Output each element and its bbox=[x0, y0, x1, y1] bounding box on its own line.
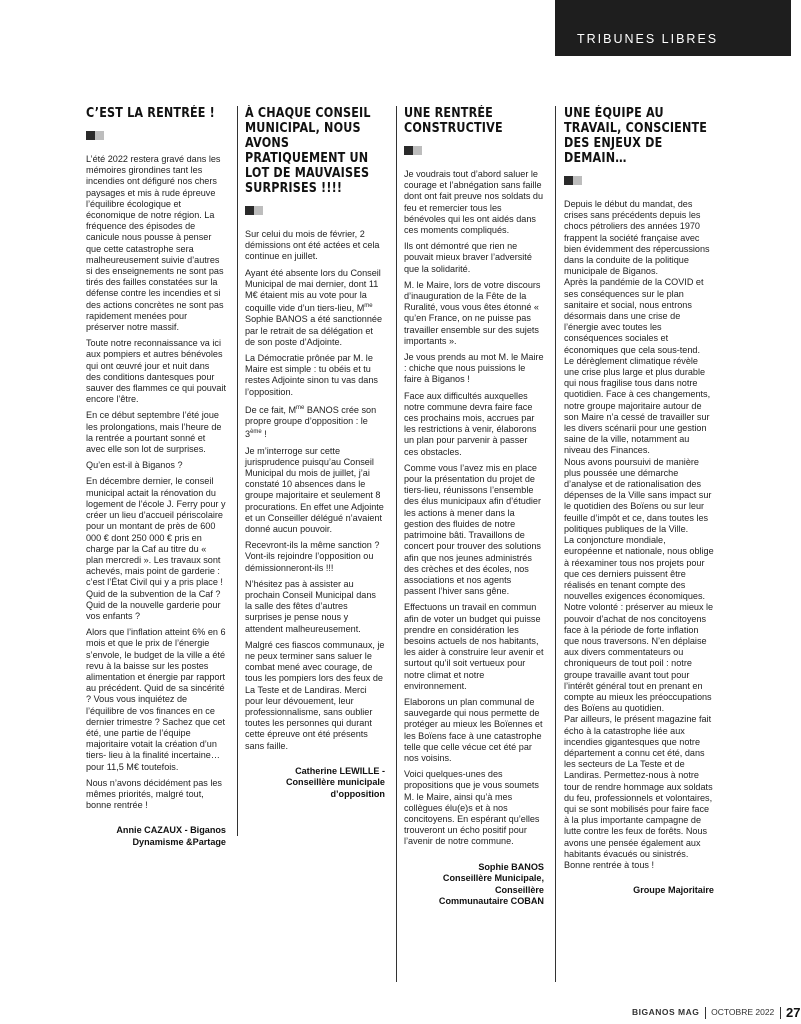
paragraph: Le dérèglement climatique révèle une crise plus large et plus durable qui nous fragilise tous dans notre quotidien. Face à ces changements, notre groupe majoritaire autour de son Maire n’a cessé de travailler sur les divers scénarii pour une gestion saine de la ville, notamment au niveau des Finances. bbox=[564, 355, 711, 456]
paragraph: La conjoncture mondiale, européenne et nationale, nous oblige à réexaminer tous nos projets pour que ces derniers puissent être réalisés en tenant compte des nouvelles exigences économiques. bbox=[564, 535, 714, 602]
paragraph: En ce début septembre l’été joue les prolongations, mais l’heure de la rentrée a pourtant sonné et avec elle son lot de surprises. bbox=[86, 410, 222, 455]
paragraph: Toute notre reconnaissance va ici aux pompiers et autres bénévoles qui ont œuvré jour et nuit dans des conditions dantesques pour sauver des flammes ce qui pouvait encore l’être. bbox=[86, 338, 227, 405]
paragraph: De ce fait, $M^{me}$ BANOS crée son propre groupe d’opposition : le 3ème ! bbox=[245, 404, 377, 440]
tribune-lewille bbox=[245, 106, 385, 800]
article-title: C’EST LA RENTRÉE ! bbox=[86, 106, 215, 121]
signature-line: d’opposition bbox=[330, 788, 385, 799]
article-body bbox=[245, 229, 385, 752]
paragraph: Elaborons un plan communal de sauvegarde qui nous permette de protéger au mieux les Boïennes et les Boïens face à une catastrophe telle que celle vécue cet été par nos voisins. bbox=[404, 696, 543, 763]
tribune-majorite bbox=[564, 106, 714, 897]
paragraph: Bonne rentrée à tous ! bbox=[564, 859, 654, 870]
paragraph: Effectuons un travail en commun afin de voter un budget qui puisse prendre en considération les besoins actuels de nos habitants, les aider à construire leur avenir et surtout qu’il soit vertueux pour notre climat et notre environnement. bbox=[404, 602, 544, 691]
paragraph: Par ailleurs, le présent magazine fait écho à la catastrophe liée aux incendies gigantesques que notre département a connu cet été, dans les secteurs de La Teste et de Landiras. Permettez-nous à notre tour de rendre hommage aux soldats du feu, professionnels et volontaires, qui se sont mobilisés pour faire face à la plus importante campagne de lutte contre les feux de forêts. Nous avons une pensée également aux habitants évacués ou sinistrés. bbox=[564, 714, 713, 859]
issue-date: OCTOBRE 2022 bbox=[711, 1006, 775, 1017]
article-title: À CHAQUE CONSEIL MUNICIPAL, NOUS AVONS PRATIQUEMENT UN LOT DE MAUVAISES SURPRISES !!!! bbox=[245, 106, 371, 196]
paragraph: La Démocratie prônée par M. le Maire est simple : tu obéis et tu restes Adjointe sinon tu vas dans l’opposition. bbox=[245, 353, 378, 397]
article-title: UNE ÉQUIPE AU TRAVAIL, CONSCIENTE DES ENJEUX DE DEMAIN… bbox=[564, 106, 708, 166]
signature bbox=[564, 885, 714, 897]
column-divider bbox=[237, 106, 238, 836]
signature-line: Conseillère bbox=[494, 884, 544, 895]
footer-divider bbox=[705, 1007, 706, 1019]
title-marker bbox=[404, 146, 544, 155]
article-body bbox=[404, 169, 544, 848]
article-title: UNE RENTRÉE CONSTRUCTIVE bbox=[404, 106, 503, 136]
title-marker bbox=[86, 131, 226, 140]
signature-line: Dynamisme &Partage bbox=[132, 836, 226, 847]
paragraph: Ayant été absente lors du Conseil Municipal de mai dernier, dont 11 M€ étaient mis au vote pour la coquille vide d’un tiers-lieu, $M^{me}$ Sophie BANOS a été sanctionnée par le retrait de sa délégation et de son poste d’Adjointe. bbox=[245, 267, 383, 347]
paragraph: Alors que l’inflation atteint 6% en 6 mois et que le prix de l’énergie s’envole, le budget de la ville a été revu à la baisse sur les postes alimentation et énergie par rapport au précédent. Quid de sa sincérité ? Vous vous inquiétez de l’équilibre de vos finances en ce dernier trimestre ? Sachez que cet été, une partie de l’équipe majoritaire votait la création d’un tiers- lieu à la finalité incertaine… pour 11,5 M€ toutefois. bbox=[86, 627, 226, 772]
signature-line: Conseillère Municipale, bbox=[442, 873, 544, 884]
paragraph: Ils ont démontré que rien ne pouvait mieux braver l’adversité que la solidarité. bbox=[404, 241, 532, 274]
paragraph: Depuis le début du mandat, des crises sans précédents depuis les chocs pétroliers des années 1970 frappent la société française avec bien évidemment des répercussions dans la conduite de la politique municipale de Biganos. bbox=[564, 199, 710, 277]
signature-line: Conseillère municipale bbox=[285, 777, 385, 788]
signature-line: Groupe Majoritaire bbox=[633, 885, 714, 896]
paragraph: Malgré ces fiascos communaux, je ne peux terminer sans saluer le combat mené avec courage, de tous les pompiers lors des feux de La Teste et de Landiras. Merci pour leur dévouement, leur professionnalisme, sans oublier toutes les personnes qui durant cette épreuve ont été présents sans faille. bbox=[245, 639, 385, 751]
magazine-name: BIGANOS MAG bbox=[632, 1006, 700, 1017]
signature bbox=[86, 825, 226, 848]
section-title: TRIBUNES LIBRES bbox=[577, 32, 719, 46]
page-footer bbox=[632, 1005, 801, 1020]
title-marker bbox=[245, 206, 385, 215]
tribune-cazaux bbox=[86, 106, 226, 848]
signature bbox=[404, 862, 544, 908]
signature-line: Communautaire COBAN bbox=[438, 896, 544, 907]
paragraph: Nous n’avons décidément pas les mêmes priorités, malgré tout, bonne rentrée ! bbox=[86, 777, 222, 811]
paragraph: Je vous prends au mot M. le Maire : chiche que nous puissions le faire à Biganos ! bbox=[404, 352, 544, 385]
column-divider bbox=[555, 106, 556, 982]
signature bbox=[245, 766, 385, 801]
paragraph: Face aux difficultés auxquelles notre commune devra faire face ces prochains mois, accrues par les restrictions à venir, élaborons un plan pour parvenir à passer ces obstacles. bbox=[404, 390, 537, 457]
paragraph: N’hésitez pas à assister au prochain Conseil Municipal dans la salle des fêtes d’autres surprises je pense nous y attendent malheureusement. bbox=[245, 578, 376, 634]
page-number: 27 bbox=[786, 1005, 801, 1020]
paragraph: M. le Maire, lors de votre discours d’inauguration de la Fête de la Ruralité, vous vous êtes étonné « qu’en France, on ne puisse pas travailler ensemble sur des sujets importants ». bbox=[404, 279, 541, 346]
paragraph: Comme vous l’avez mis en place pour la présentation du projet de tiers-lieu, réunissons l’ensemble des élus municipaux afin d’étudier les actions à mener dans la gestion des fluides de notre patrimoine bâti. Travaillons de concert pour trouver des solutions afin que nos jeunes administrés des crèches et des écoles, nos associations et nos agents passent l’hiver sans gêne. bbox=[404, 462, 541, 597]
article-body bbox=[86, 154, 226, 811]
paragraph: Sur celui du mois de février, 2 démissions ont été actées et cela continue en juillet. bbox=[245, 229, 380, 262]
paragraph: Nous avons poursuivi de manière plus poussée une démarche d’analyse et de rationalisation des dépenses de la Ville sans impact sur le quotidien des Boïens ou sur leur feuille d’impôt et ce, dans toutes les politiques publiques de la Ville. bbox=[564, 456, 712, 534]
title-marker bbox=[564, 176, 714, 185]
column-divider bbox=[396, 106, 397, 982]
paragraph: En décembre dernier, le conseil municipal actait la rénovation du logement de l’école J. Ferry pour y créer un lieu d’accueil périscolaire pour un montant de près de 600 000 € dont 250 000 € pris en charge par la Caf au titre du « plan mercredi ». Les travaux sont achevés, mais point de garderie : c’est l’État Civil qui y a pris place ! Quid de la subvention de la Caf ? Quid de la nouvelle garderie pour vos enfants ? bbox=[86, 476, 226, 621]
paragraph: Je voudrais tout d’abord saluer le courage et l’abnégation sans faille dont ont fait preuve nos soldats du feu et remercier tous les bénévoles qui les ont aidés dans ces moments compliqués. bbox=[404, 169, 544, 236]
section-banner bbox=[555, 0, 791, 56]
footer-divider bbox=[780, 1007, 781, 1019]
paragraph: Voici quelques-unes des propositions que je vous soumets bbox=[404, 769, 539, 791]
paragraph: Après la pandémie de la COVID et ses conséquences sur le plan sanitaire et social, nous entrons désormais dans une crise de l’énergie avec toutes les conséquences sociales et économiques que cela sous-tend. bbox=[564, 277, 704, 355]
tribune-banos bbox=[404, 106, 544, 908]
paragraph: Qu’en est-il à Biganos ? bbox=[86, 460, 183, 471]
article-body bbox=[564, 199, 714, 871]
paragraph: M. le Maire, ainsi qu’à mes collègues élu(e)s et à nos concitoyens. En espérant qu’elles trouveront un écho positif pour l’avenir de notre commune. bbox=[404, 791, 540, 847]
paragraph: Notre volonté : préserver au mieux le pouvoir d’achat de nos concitoyens face à la période de forte inflation que nous traversons. N’en déplaise aux divers commentateurs ou chroniqueurs de tout poil : notre groupe travaille avant tout pour l’intérêt général tout en prenant en compte au mieux les préoccupations des Boïens au quotidien. bbox=[564, 602, 714, 714]
paragraph: L’été 2022 restera gravé dans les mémoires girondines tant les incendies ont défiguré nos chers paysages et mis à rude épreuve l’équilibre écologique et économique de notre région. La fréquence des épisodes de canicule nous pousse à penser que cette catastrophe sera malheureusement suivie d’autres si des enseignements ne sont pas tirés des failles constatées sur la défense contre les incendies et si des actions concrètes ne sont pas rapidement menées pour préserver notre massif. bbox=[86, 154, 224, 333]
signature-line: Annie CAZAUX - Biganos bbox=[116, 825, 226, 836]
paragraph: Je m’interroge sur cette jurisprudence puisqu’au Conseil Municipal du mois de juillet, j’ai constaté 10 absences dans le groupe majoritaire et seulement 8 procurations. En effet une Adjointe et un Conseiller délégué n’avaient donné aucun pouvoir. bbox=[245, 445, 384, 534]
paragraph: Recevront-ils la même sanction ? Vont-ils rejoindre l’opposition ou démissionneront-ils !!! bbox=[245, 540, 380, 573]
signature-line: Sophie BANOS bbox=[478, 861, 544, 872]
signature-line: Catherine LEWILLE - bbox=[295, 765, 385, 776]
